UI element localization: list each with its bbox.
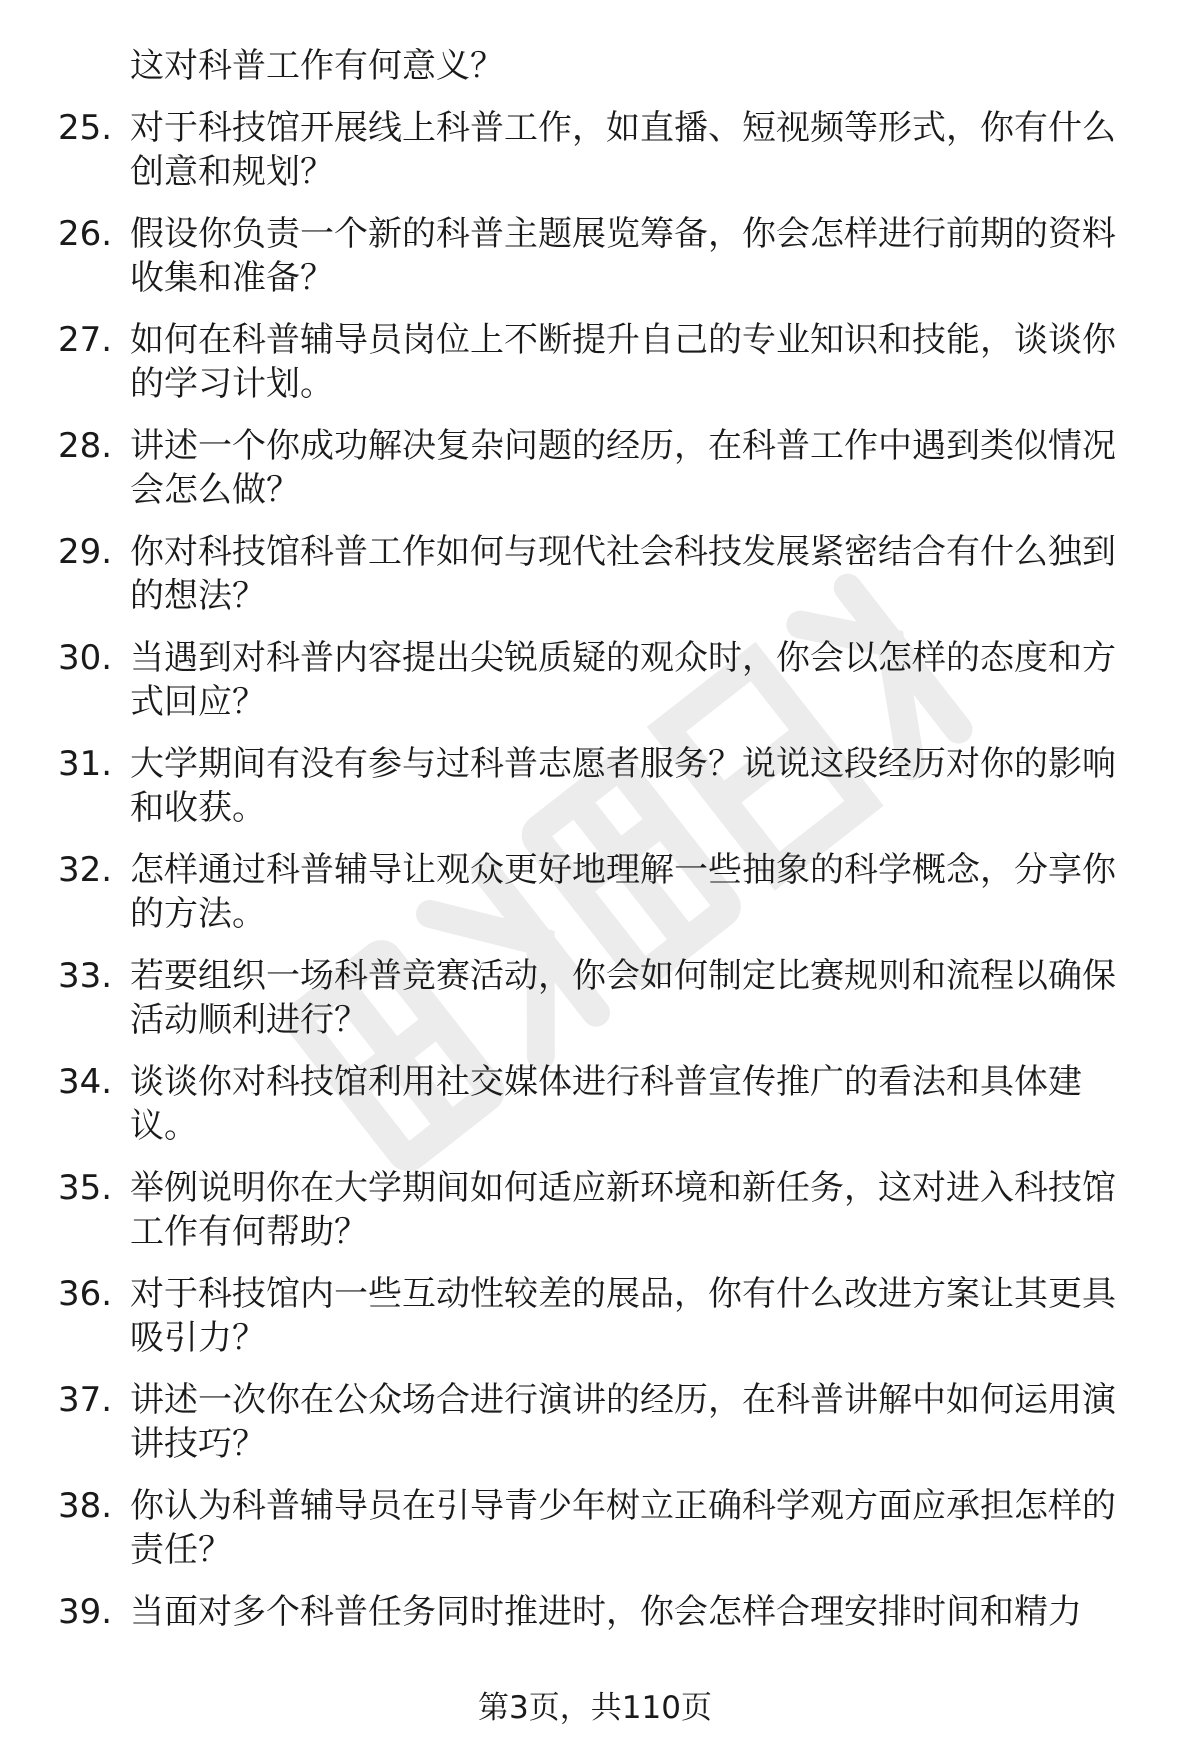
question-number: 39. bbox=[58, 1592, 113, 1632]
question-number: 32. bbox=[58, 850, 113, 890]
question-text: 怎样通过科普辅导让观众更好地理解一些抽象的科学概念，分享你的方法。 bbox=[130, 850, 1116, 934]
list-item bbox=[58, 742, 1148, 830]
list-item bbox=[58, 318, 1148, 406]
question-text: 当面对多个科普任务同时推进时，你会怎样合理安排时间和精力 bbox=[130, 1592, 1082, 1632]
list-item bbox=[58, 1166, 1148, 1254]
question-number: 28. bbox=[58, 426, 113, 466]
question-number: 29. bbox=[58, 532, 113, 572]
question-text: 如何在科普辅导员岗位上不断提升自己的专业知识和技能，谈谈你的学习计划。 bbox=[130, 320, 1116, 404]
question-continuation: 这对科普工作有何意义？ bbox=[130, 46, 504, 86]
list-item bbox=[58, 212, 1148, 300]
list-item bbox=[58, 636, 1148, 724]
question-number: 35. bbox=[58, 1168, 113, 1208]
question-text: 对于科技馆开展线上科普工作，如直播、短视频等形式，你有什么创意和规划？ bbox=[130, 108, 1116, 192]
question-number: 34. bbox=[58, 1062, 113, 1102]
question-number: 31. bbox=[58, 744, 113, 784]
question-number: 38. bbox=[58, 1486, 113, 1526]
question-number: 30. bbox=[58, 638, 113, 678]
question-text: 你认为科普辅导员在引导青少年树立正确科学观方面应承担怎样的责任？ bbox=[130, 1486, 1116, 1570]
question-text: 对于科技馆内一些互动性较差的展品，你有什么改进方案让其更具吸引力？ bbox=[130, 1274, 1116, 1358]
list-item bbox=[58, 1272, 1148, 1360]
list-item bbox=[58, 530, 1148, 618]
list-item bbox=[58, 106, 1148, 194]
list-item bbox=[58, 1590, 1148, 1634]
question-text: 你对科技馆科普工作如何与现代社会科技发展紧密结合有什么独到的想法？ bbox=[130, 532, 1116, 616]
page-number-footer: 第3页，共110页 bbox=[478, 1690, 712, 1726]
question-number: 36. bbox=[58, 1274, 113, 1314]
list-item bbox=[58, 848, 1148, 936]
question-text: 讲述一个你成功解决复杂问题的经历，在科普工作中遇到类似情况会怎么做？ bbox=[130, 426, 1116, 510]
question-text: 若要组织一场科普竞赛活动，你会如何制定比赛规则和流程以确保活动顺利进行？ bbox=[130, 956, 1116, 1040]
question-number: 27. bbox=[58, 320, 113, 360]
list-item bbox=[58, 1060, 1148, 1148]
list-item bbox=[58, 424, 1148, 512]
question-number: 37. bbox=[58, 1380, 113, 1420]
question-text: 讲述一次你在公众场合进行演讲的经历，在科普讲解中如何运用演讲技巧？ bbox=[130, 1380, 1116, 1464]
question-text: 假设你负责一个新的科普主题展览筹备，你会怎样进行前期的资料收集和准备？ bbox=[130, 214, 1116, 298]
question-text: 当遇到对科普内容提出尖锐质疑的观众时，你会以怎样的态度和方式回应？ bbox=[130, 638, 1116, 722]
question-number: 25. bbox=[58, 108, 113, 148]
question-text: 举例说明你在大学期间如何适应新环境和新任务，这对进入科技馆工作有何帮助？ bbox=[130, 1168, 1116, 1252]
question-text: 大学期间有没有参与过科普志愿者服务？说说这段经历对你的影响和收获。 bbox=[130, 744, 1116, 828]
list-item bbox=[58, 1484, 1148, 1572]
list-item bbox=[58, 1378, 1148, 1466]
question-number: 33. bbox=[58, 956, 113, 996]
list-item bbox=[58, 954, 1148, 1042]
question-list bbox=[58, 44, 1148, 1652]
question-number: 26. bbox=[58, 214, 113, 254]
question-text: 谈谈你对科技馆利用社交媒体进行科普宣传推广的看法和具体建议。 bbox=[130, 1062, 1082, 1146]
